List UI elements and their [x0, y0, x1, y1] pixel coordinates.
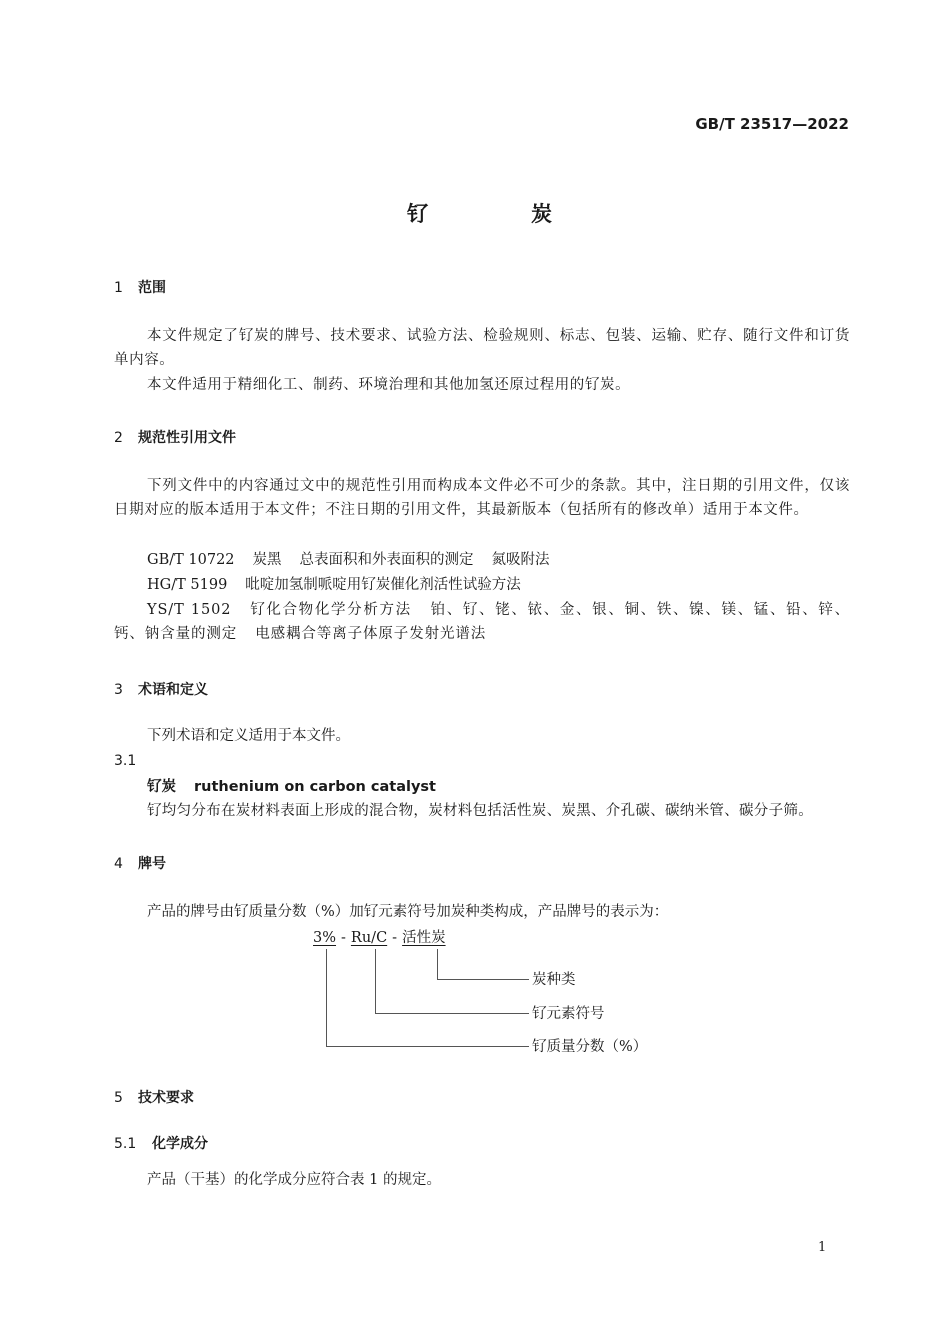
section-title: 范围	[138, 280, 166, 296]
reference-code: YS/T 1502	[147, 602, 232, 618]
label-mass-fraction: 钌质量分数（%）	[532, 1039, 648, 1055]
section-title: 规范性引用文件	[138, 430, 236, 446]
reference-3	[114, 598, 850, 646]
standard-code: GB/T 23517—2022	[695, 115, 849, 133]
section-2-intro: 下列文件中的内容通过文中的规范性引用而构成本文件必不可少的条款。其中，注日期的引用文件，仅该日期对应的版本适用于本文件；不注日期的引用文件，其最新版本（包括所有的修改单）适用于本文件。	[114, 478, 850, 518]
section-1-paragraph-1: 本文件规定了钌炭的牌号、技术要求、试验方法、检验规则、标志、包装、运输、贮存、随行文件和订货单内容。	[114, 328, 850, 368]
section-1-paragraph-2: 本文件适用于精细化工、制药、环境治理和其他加氢还原过程用的钌炭。	[147, 377, 631, 393]
subsection-title: 化学成分	[152, 1136, 208, 1152]
reference-code: HG/T 5199	[147, 577, 228, 593]
term-chinese: 钌炭	[147, 779, 176, 795]
separator: -	[341, 930, 346, 946]
reference-title: 炭黑	[252, 552, 282, 568]
section-number: 5	[114, 1090, 123, 1106]
section-number: 2	[114, 430, 123, 446]
label-carbon-type: 炭种类	[532, 972, 576, 988]
term-number: 3.1	[114, 753, 137, 769]
reference-title: 总表面积和外表面积的测定	[299, 552, 474, 568]
section-5-1-text: 产品（干基）的化学成分应符合表 1 的规定。	[147, 1172, 441, 1188]
reference-title: 氮吸附法	[491, 552, 550, 568]
connector-carbon-horizontal	[437, 979, 529, 980]
connector-fraction-vertical	[326, 949, 327, 1046]
connector-symbol-vertical	[375, 949, 376, 1013]
section-title: 术语和定义	[138, 682, 208, 698]
reference-1	[147, 548, 550, 572]
connector-fraction-horizontal	[326, 1046, 529, 1047]
title-part-1: 钌	[407, 202, 428, 226]
section-number: 3	[114, 682, 123, 698]
subsection-number: 5.1	[114, 1136, 137, 1152]
page-number: 1	[818, 1240, 827, 1255]
carbon-part: 活性炭	[402, 930, 446, 946]
term-definition: 钌均匀分布在炭材料表面上形成的混合物，炭材料包括活性炭、炭黑、介孔碳、碳纳米管、碳分子筛。	[147, 803, 813, 819]
section-4-intro: 产品的牌号由钌质量分数（%）加钌元素符号加炭种类构成，产品牌号的表示为：	[147, 904, 669, 920]
connector-symbol-horizontal	[375, 1013, 529, 1014]
section-title: 牌号	[138, 856, 166, 872]
section-3-heading	[114, 679, 208, 699]
reference-title: 吡啶加氢制哌啶用钌炭催化剂活性试验方法	[245, 577, 521, 593]
term-entry	[147, 775, 436, 799]
label-element-symbol: 钌元素符号	[532, 1006, 605, 1022]
separator: -	[392, 930, 398, 946]
section-5-heading	[114, 1087, 194, 1107]
section-4-heading	[114, 853, 166, 873]
section-number: 4	[114, 856, 123, 872]
reference-code: GB/T 10722	[147, 552, 235, 568]
section-2-heading	[114, 427, 236, 447]
section-1-heading	[114, 277, 166, 297]
reference-title: 钌化合物化学分析方法	[249, 602, 412, 618]
reference-2	[147, 573, 521, 597]
term-english: ruthenium on carbon catalyst	[194, 779, 436, 795]
section-title: 技术要求	[138, 1090, 194, 1106]
reference-title: 电感耦合等离子体原子发射光谱法	[255, 626, 487, 642]
symbol-part: Ru/C	[350, 930, 388, 946]
designation-formula	[313, 926, 446, 947]
section-3-intro: 下列术语和定义适用于本文件。	[147, 728, 350, 744]
reference-title: 铂、钌、铑、铱、金、银、铜、铁、镍、镁、锰、铅、锌、钙、钠含量的测定	[114, 602, 850, 642]
fraction-part: 3%	[313, 930, 337, 946]
connector-carbon-vertical	[437, 949, 438, 979]
title-part-2: 炭	[531, 202, 552, 226]
subsection-5-1-heading	[114, 1133, 208, 1153]
section-number: 1	[114, 280, 123, 296]
